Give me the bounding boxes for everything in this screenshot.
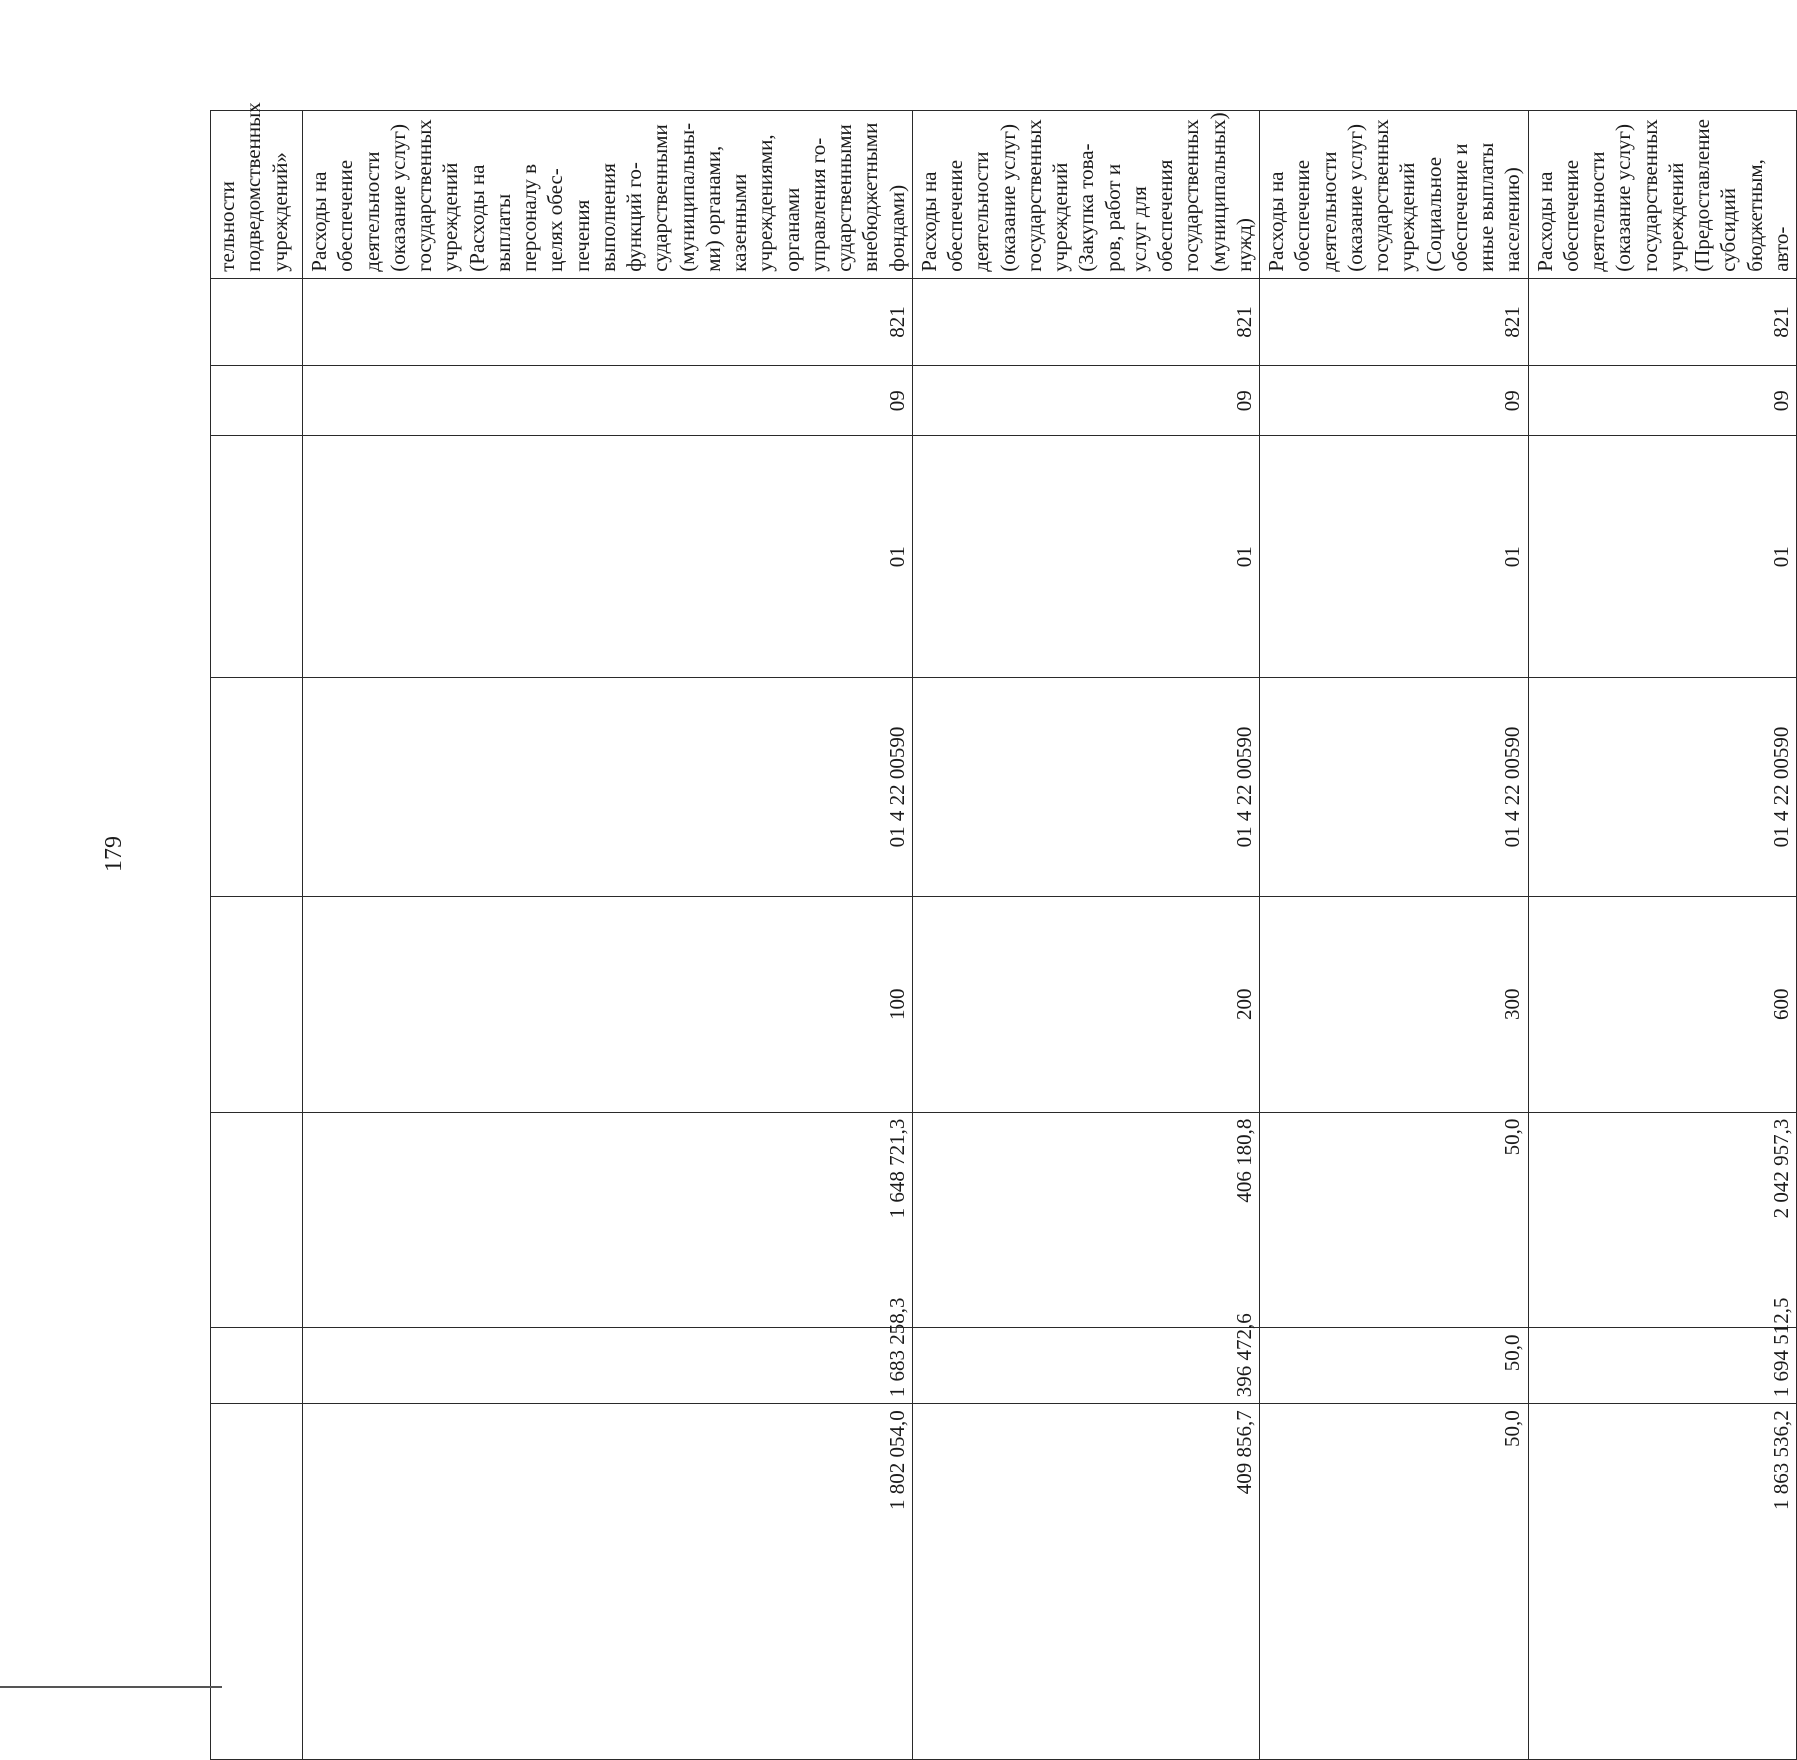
table-row (303, 111, 913, 1760)
page-number: 179 (101, 836, 127, 872)
sum-year2: 50,0 (1260, 1328, 1529, 1404)
expense-type-code: 300 (1260, 896, 1529, 1112)
grbs-code: 821 (303, 278, 913, 365)
section-code: 09 (1528, 366, 1797, 436)
subsection-code: 01 (303, 436, 913, 678)
table-row (1528, 111, 1797, 1760)
sum-year1 (211, 1112, 303, 1328)
subsection-code: 01 (1260, 436, 1529, 678)
target-article-code (211, 678, 303, 897)
expense-description: тельности подведомственных учреждений» (211, 111, 303, 279)
subsection-code: 01 (912, 436, 1259, 678)
budget-table (210, 102, 1797, 1760)
table-row (1260, 111, 1529, 1760)
expense-description: Расходы на обеспечение деятельности (оказание услуг) государственных учреждений (Расходы на выплаты персоналу в целях обеспечения выполнения функций государственными (муниципальными) органами, казенными учреждениями, органами управления государственными внебюджетными фондами) (303, 111, 913, 279)
sum-year2: 396 472,6 (912, 1328, 1259, 1404)
sum-year1: 1 648 721,3 (303, 1112, 913, 1328)
expense-type-code: 200 (912, 896, 1259, 1112)
target-article-code: 01 4 22 00590 (912, 678, 1259, 897)
target-article-code: 01 4 22 00590 (1528, 678, 1797, 897)
table-row (211, 111, 303, 1760)
section-code (211, 366, 303, 436)
grbs-code: 821 (1260, 278, 1529, 365)
subsection-code (211, 436, 303, 678)
subsection-code: 01 (1528, 436, 1797, 678)
section-code: 09 (303, 366, 913, 436)
table-row (912, 111, 1259, 1760)
footer-rule (0, 1686, 222, 1688)
sum-year3 (211, 1404, 303, 1760)
budget-table-rotated (210, 102, 1793, 1760)
target-article-code: 01 4 22 00590 (1260, 678, 1529, 897)
sum-year3: 1 863 536,2 (1528, 1404, 1797, 1760)
section-code: 09 (912, 366, 1259, 436)
grbs-code: 821 (912, 278, 1259, 365)
sum-year3: 409 856,7 (912, 1404, 1259, 1760)
expense-description: Расходы на обеспечение деятельности (оказание услуг) государственных учреждений (Социальное обеспечение и иные выплаты населению) (1260, 111, 1529, 279)
sum-year3: 1 802 054,0 (303, 1404, 913, 1760)
sum-year1: 2 042 957,3 (1528, 1112, 1797, 1328)
expense-type-code: 600 (1528, 896, 1797, 1112)
sum-year1: 50,0 (1260, 1112, 1529, 1328)
sum-year2 (211, 1328, 303, 1404)
expense-type-code (211, 896, 303, 1112)
expense-description: Расходы на обеспечение деятельности (оказание услуг) государственных учреждений (Закупка товаров, работ и услуг для обеспечения государственных (муниципальных) нужд) (912, 111, 1259, 279)
sum-year1: 406 180,8 (912, 1112, 1259, 1328)
sum-year2: 1 694 512,5 (1528, 1328, 1797, 1404)
target-article-code: 01 4 22 00590 (303, 678, 913, 897)
sum-year3: 50,0 (1260, 1404, 1529, 1760)
expense-type-code: 100 (303, 896, 913, 1112)
grbs-code (211, 278, 303, 365)
sum-year2: 1 683 258,3 (303, 1328, 913, 1404)
grbs-code: 821 (1528, 278, 1797, 365)
expense-description: Расходы на обеспечение деятельности (оказание услуг) государственных учреждений (Предоставление субсидий бюджетным, авто- (1528, 111, 1797, 279)
section-code: 09 (1260, 366, 1529, 436)
